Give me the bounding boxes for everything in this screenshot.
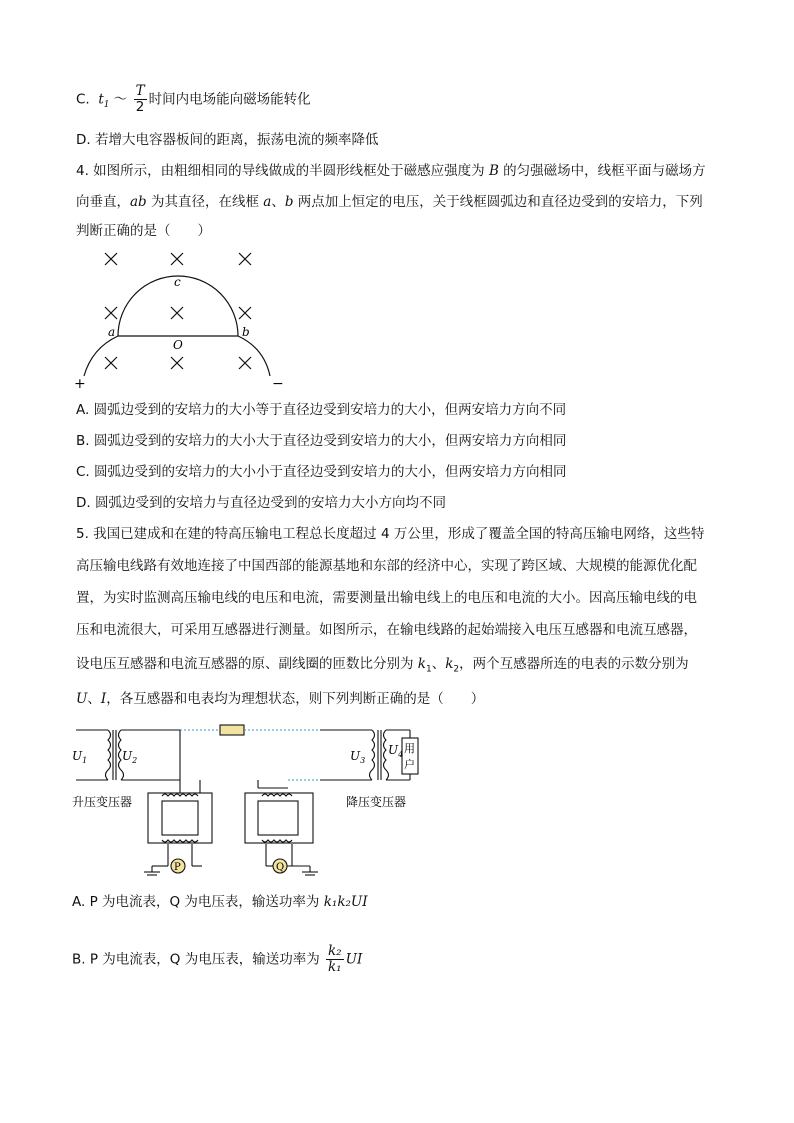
q5-stem-line5: 设电压互感器和电流互感器的原、副线圈的匝数比分别为 $k_1$、$k_2$，两个互感器所连的电表的示数分别为 <box>76 656 689 675</box>
q4-stem-line1: 4. 如图所示，由粗细相同的导线做成的半圆形线框处于磁感应强度为 B 的匀强磁场中，线框平面与磁场方 <box>76 163 706 179</box>
q4-option-c: C. 圆弧边受到的安培力的大小小于直径边受到安培力的大小，但两安培力方向相同 <box>76 464 567 480</box>
label-b: b <box>242 325 250 339</box>
transmission-line-figure <box>70 718 440 878</box>
q5-stem-line6: U、I，各互感器和电表均为理想状态，则下列判断正确的是（ ） <box>76 691 485 707</box>
label-user-1: 用 <box>404 742 415 755</box>
q4-option-b: B. 圆弧边受到的安培力的大小大于直径边受到安培力的大小，但两安培力方向相同 <box>76 433 567 449</box>
q4-option-d: D. 圆弧边受到的安培力与直径边受到的安培力大小方向均不同 <box>76 495 446 511</box>
label-plus: + <box>74 376 86 392</box>
option-c-q3: C. $t_1$ ～ $\frac{T}{2}$ 时间内电场能向磁场能转化 <box>76 83 311 115</box>
q5-stem-line2: 高压输电线路有效地连接了中国西部的能源基地和东部的经济中心，实现了跨区域、大规模的能源优化配 <box>76 558 697 574</box>
label-c: c <box>174 275 181 289</box>
label-u2: $U_2$ <box>122 749 138 765</box>
label-step-up: 升压变压器 <box>72 795 133 809</box>
label-a: a <box>108 325 116 339</box>
label-u3: $U_3$ <box>350 749 366 765</box>
label-user-2: 户 <box>404 758 415 771</box>
option-d-q3: D. 若增大电容器板间的距离，振荡电流的频率降低 <box>76 132 379 148</box>
step-up-transformer <box>76 730 124 780</box>
label-step-down: 降压变压器 <box>346 795 407 809</box>
q5-stem-line1: 5. 我国已建成和在建的特高压输电工程总长度超过 4 万公里，形成了覆盖全国的特高压输电网络，这些特 <box>76 526 705 542</box>
q5-option-b: B. P 为电流表，Q 为电压表，输送功率为 $\frac{\text{k₂}}{\text{k₁}}$ UI <box>72 943 363 975</box>
label-minus: − <box>272 376 284 392</box>
fraction-k2-over-k1: $\frac{\text{k₂}}{\text{k₁}}$ <box>327 943 342 975</box>
label-p: P <box>174 862 181 873</box>
semicircle-frame-figure <box>70 248 290 393</box>
lead-wire-right <box>238 336 270 376</box>
label-u4: $U_4$ <box>388 743 404 759</box>
label-o: O <box>173 338 183 352</box>
fraction-t-over-2: $\frac{T}{2}$ <box>135 83 145 115</box>
q5-stem-line4: 压和电流很大，可采用互感器进行测量。如图所示，在输电线路的起始端接入电压互感器和电流互感器， <box>76 622 697 638</box>
q5-stem-line3: 置，为实时监测高压输电线的电压和电流，需要测量出输电线上的电压和电流的大小。因高压输电线的电 <box>76 590 697 606</box>
q4-option-a: A. 圆弧边受到的安培力的大小等于直径边受到安培力的大小，但两安培力方向不同 <box>76 402 567 418</box>
label-q: Q <box>276 862 285 873</box>
q4-stem-line2: 向垂直，ab 为其直径，在线框 a、b 两点加上恒定的电压，关于线框圆弧边和直径边受到的安培力，下列 <box>76 194 703 210</box>
label-u1: $U_1$ <box>72 749 88 765</box>
lead-wire-left <box>84 336 118 376</box>
q4-stem-line3: 判断正确的是（ ） <box>76 223 211 239</box>
q5-option-a: A. P 为电流表，Q 为电压表，输送功率为 k₁k₂UI <box>72 894 368 910</box>
